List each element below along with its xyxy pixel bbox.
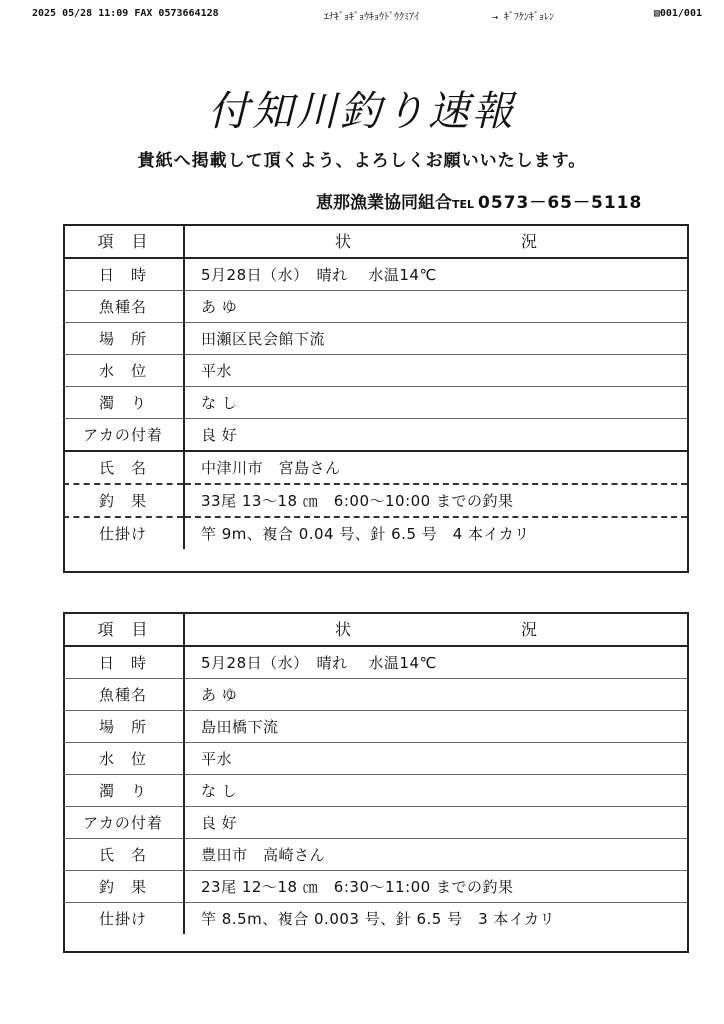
row-value: 竿 8.5m、複合 0.003 号、針 6.5 号 3 本イカリ [184, 903, 687, 935]
row-label: 釣 果 [63, 871, 184, 903]
table-row [63, 419, 687, 452]
contact-line [316, 188, 642, 213]
row-value: あ ゆ [184, 679, 687, 711]
row-label: 仕掛け [63, 517, 184, 549]
row-value: 23尾 12～18 ㎝ 6:30～11:00 までの釣果 [184, 871, 687, 903]
table-row [63, 646, 687, 679]
report-table-2 [63, 612, 687, 934]
table-row [63, 387, 687, 419]
row-label: 魚種名 [63, 679, 184, 711]
fax-destination: → ｷﾞﾌｹﾝｷﾞｮﾚﾝ [492, 12, 555, 23]
table-row [63, 679, 687, 711]
table-row [63, 839, 687, 871]
row-value: 田瀬区民会館下流 [184, 323, 687, 355]
row-value: 島田橋下流 [184, 711, 687, 743]
table-row [63, 871, 687, 903]
row-value: 5月28日（水） 晴れ 水温14℃ [184, 646, 687, 679]
row-value: 竿 9m、複合 0.04 号、針 6.5 号 4 本イカリ [184, 517, 687, 549]
fax-page-icon: ▧ [653, 8, 660, 19]
fax-timestamp: 2025 05/28 11:09 FAX 0573664128 [32, 8, 219, 19]
request-text: 貴紙へ掲載して頂くよう、よろしくお願いいたします。 [137, 151, 587, 171]
row-value: あ ゆ [184, 291, 687, 323]
table-row [63, 355, 687, 387]
row-label: 釣 果 [63, 484, 184, 517]
table-header-row [63, 612, 687, 646]
header-item: 項 目 [63, 612, 184, 646]
table-row [63, 743, 687, 775]
header-status: 状 況 [335, 232, 537, 251]
row-value: 豊田市 高崎さん [184, 839, 687, 871]
row-value: 中津川市 宮島さん [184, 451, 687, 484]
header-item: 項 目 [63, 224, 184, 258]
row-label: 氏 名 [63, 451, 184, 484]
table-row [63, 517, 687, 549]
table-row [63, 323, 687, 355]
table-row [63, 258, 687, 291]
row-label: 場 所 [63, 711, 184, 743]
row-label: 水 位 [63, 355, 184, 387]
row-value: 33尾 13～18 ㎝ 6:00～10:00 までの釣果 [184, 484, 687, 517]
row-value: な し [184, 775, 687, 807]
row-value: 5月28日（水） 晴れ 水温14℃ [184, 258, 687, 291]
header-status: 状 況 [335, 620, 537, 639]
tel-label: TEL [452, 198, 475, 211]
row-label: 濁 り [63, 775, 184, 807]
table-row [63, 291, 687, 323]
report-table-1 [63, 224, 687, 549]
row-label: 氏 名 [63, 839, 184, 871]
row-value: 良 好 [184, 419, 687, 452]
row-label: 日 時 [63, 646, 184, 679]
row-label: 魚種名 [63, 291, 184, 323]
fax-header [32, 8, 702, 26]
table-row [63, 711, 687, 743]
table-row [63, 775, 687, 807]
row-value: 平水 [184, 355, 687, 387]
row-value: な し [184, 387, 687, 419]
row-value: 平水 [184, 743, 687, 775]
table-row [63, 484, 687, 517]
row-label: 仕掛け [63, 903, 184, 935]
table-row [63, 451, 687, 484]
row-label: 日 時 [63, 258, 184, 291]
row-label: 場 所 [63, 323, 184, 355]
row-value: 良 好 [184, 807, 687, 839]
row-label: アカの付着 [63, 419, 184, 452]
row-label: アカの付着 [63, 807, 184, 839]
table-row [63, 807, 687, 839]
phone-number: 0573－65－5118 [478, 193, 643, 213]
fax-sender: ｴﾅｷﾞｮｷﾞｮｳｷｮｳﾄﾞｳｸﾐｱｲ [324, 12, 419, 23]
row-label: 水 位 [63, 743, 184, 775]
fax-page-number: ▧001/001 [653, 8, 702, 19]
table-header-row [63, 224, 687, 258]
page-title: 付知川釣り速報 [208, 87, 516, 135]
organization-name: 恵那漁業協同組合 [316, 193, 452, 213]
table-row [63, 903, 687, 935]
row-label: 濁 り [63, 387, 184, 419]
